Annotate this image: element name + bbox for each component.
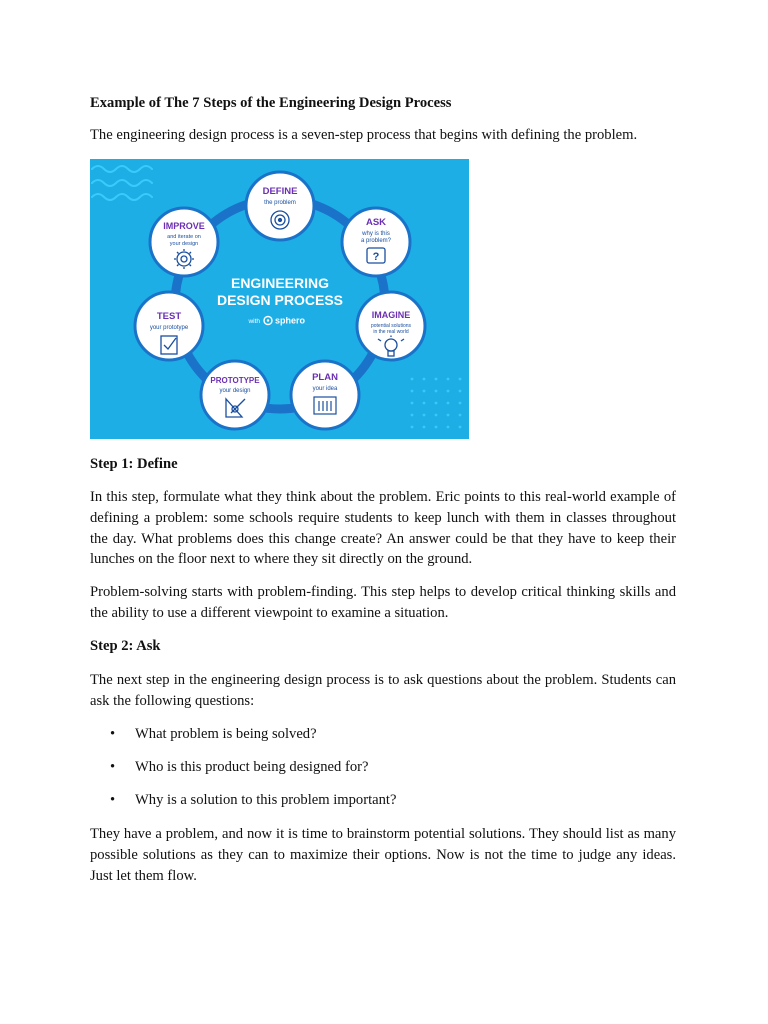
step-test [135,292,203,360]
step-improve [150,208,218,276]
bullet-icon: • [110,759,116,775]
step-plan-sub: your idea [312,386,338,392]
step-ask [342,208,410,276]
figure-brand: sphero [275,315,306,326]
figure-title-line1: ENGINEERING [230,275,330,291]
step-prototype-title: PROTOTYPE [210,376,260,385]
intro-paragraph: The engineering design process is a seven-step process that begins with defining the problem. [90,127,638,143]
bullet-icon: • [110,726,116,742]
figure-with-label: with [248,318,260,325]
step2-paragraph-2: They have a problem, and now it is time to brainstorm potential solutions. They should list as many possible solutions as they can to maximize their options. Now is not the time to judge any ideas. Just let them flow. [90,826,676,884]
engineering-design-process-figure [90,159,469,439]
list-item-text: What problem is being solved? [135,726,317,742]
step2-heading: Step 2: Ask [90,638,161,654]
step-ask-sub1: why is this [362,231,390,237]
step-imagine [357,292,425,360]
step-improve-title: IMPROVE [163,221,205,231]
step-plan-title: PLAN [312,372,338,383]
bullet-icon: • [110,792,116,808]
step-prototype [201,361,269,429]
step1-paragraph-1: In this step, formulate what they think about the problem. Eric points to this real-world example of defining a problem: some schools require students to keep lunch with them in classes throughout the day. What problems does this change create? An answer could be that they have to keep their lunches on the floor next to where they sit directly on the ground. [90,489,676,568]
step-define-sub: the problem [264,200,296,206]
step-define [246,172,314,240]
step-improve-sub1: and iterate on [167,234,201,240]
step-ask-title: ASK [365,217,387,228]
list-item-text: Why is a solution to this problem important? [135,792,397,808]
step-imagine-sub2: in the real world [373,329,409,335]
figure-title-line2: DESIGN PROCESS [216,292,344,308]
step-test-title: TEST [156,311,182,322]
list-item-text: Who is this product being designed for? [135,759,369,775]
step-define-title: DEFINE [262,186,298,197]
step1-heading: Step 1: Define [90,456,178,472]
step2-paragraph-1: The next step in the engineering design process is to ask questions about the problem. Students can ask the following questions: [90,672,676,709]
step-imagine-sub1: potential solutions [370,323,412,329]
document-title: Example of The 7 Steps of the Engineering Design Process [90,95,452,111]
step-plan [291,361,359,429]
step-imagine-title: IMAGINE [371,310,411,320]
step1-paragraph-2: Problem-solving starts with problem-finding. This step helps to develop critical thinking skills and the ability to use a different viewpoint to examine a situation. [90,584,676,621]
step-improve-sub2: your design [169,241,199,247]
step-prototype-sub: your design [219,388,251,394]
step-test-sub: your prototype [149,325,189,331]
step-ask-sub2: a problem? [360,238,392,244]
svg-text:?: ? [372,251,380,263]
